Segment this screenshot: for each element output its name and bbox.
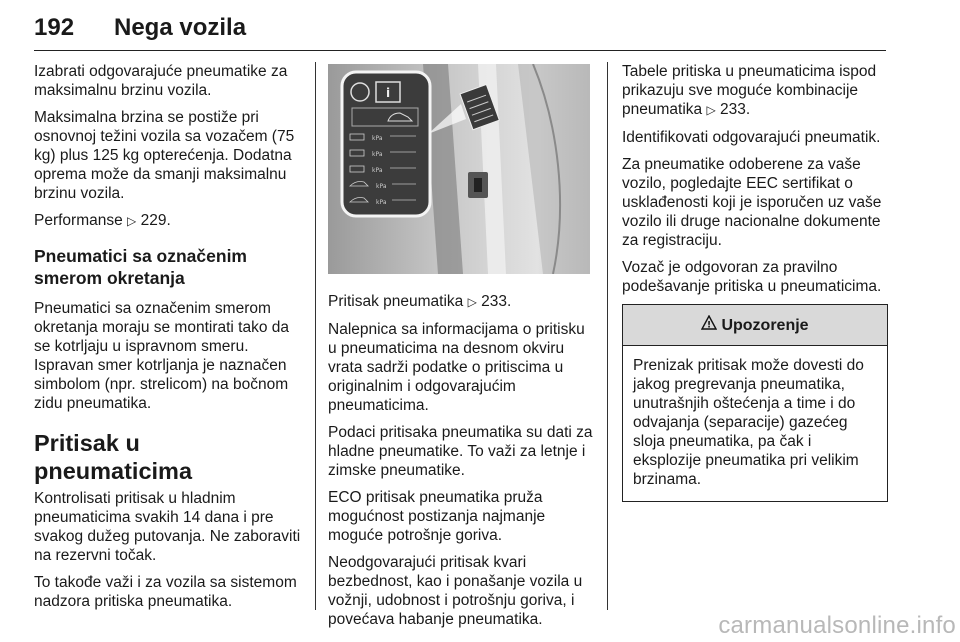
column-right: [622, 62, 888, 502]
main-heading: Pritisak u pneumaticima: [34, 430, 193, 484]
svg-text:kPa: kPa: [372, 167, 383, 174]
page-title: Nega vozila: [114, 14, 247, 41]
paragraph: Izabrati odgovarajuće pneumatike za maksimalnu brzinu vozila.: [34, 63, 288, 99]
tire-pressure-label-illustration: [328, 64, 590, 274]
column-left: [34, 62, 302, 619]
warning-title: Upozorenje: [721, 316, 809, 334]
page-ref-link[interactable]: 233.: [720, 101, 751, 118]
warning-triangle-icon: [701, 315, 717, 335]
paragraph: Identifikovati odgovarajući pneumatik.: [622, 129, 881, 146]
paragraph: Podaci pritisaka pneumatika su dati za hladne pneumatike. To važi za letnje i zimske pneumatike.: [328, 424, 593, 479]
page-ref-arrow-icon: ▷: [467, 295, 477, 309]
paragraph: Maksimalna brzina se postiže pri osnovnoj težini vozila sa vozačem (75 kg) plus 125 kg opterećenja. Dodatna oprema može da smanji maksimalnu brzinu vozila.: [34, 109, 295, 202]
paragraph: To takođe važi i za vozila sa sistemom nadzora pritiska pneumatika.: [34, 574, 297, 610]
page-number: 192: [34, 14, 75, 41]
paragraph: ECO pritisak pneumatika pruža mogućnost postizanja najmanje moguće potrošnje goriva.: [328, 489, 546, 544]
warning-text: Prenizak pritisak može dovesti do jakog pregrevanja pneumatika, unutrašnjih oštećenja a time i do odvajanja (separacije) gazećeg sloja pneumatika, pa čak i eksplozije pneumatika pri velikim brzinama.: [633, 357, 864, 488]
paragraph: Pneumatici sa označenim smerom okretanja moraju se montirati tako da se kotrljaju u ispravnom smeru. Ispravan smer kotrljanja je naznačen simbolom (npr. strelicom) na bočnom zidu pneumatika.: [34, 300, 290, 412]
paragraph-text: Performanse: [34, 212, 128, 229]
svg-text:kPa: kPa: [372, 135, 383, 142]
page-header: [34, 8, 886, 51]
svg-text:i: i: [385, 86, 391, 100]
paragraph: [328, 292, 594, 312]
column-divider: [607, 62, 608, 610]
svg-text:kPa: kPa: [376, 183, 387, 190]
svg-text:kPa: kPa: [372, 151, 383, 158]
warning-box: [622, 304, 888, 502]
paragraph: Neodgovarajući pritisak kvari bezbednost, kao i ponašanje vozila u vožnji, udobnost i potrošnju goriva, i povećava habanje pneumatika.: [328, 554, 583, 628]
paragraph: Nalepnica sa informacijama o pritisku u pneumaticima na desnom okviru vrata sadrži podatke o pritiscima u originalnim i odgovarajućim pneumaticima.: [328, 321, 585, 414]
paragraph: [34, 211, 302, 231]
svg-text:!: !: [707, 320, 712, 330]
paragraph: [622, 62, 888, 120]
paragraph-text: Tabele pritiska u pneumaticima ispod prikazuju sve moguće kombinacije pneumatika: [622, 63, 877, 118]
paragraph: Za pneumatike odoberene za vaše vozilo, pogledajte EEC sertifikat o usklađenosti koji je isporučen uz vaše vozilo ili druge nacionalne dokumente za registraciju.: [622, 156, 882, 249]
page-ref-arrow-icon: ▷: [127, 214, 137, 228]
warning-header: [623, 305, 887, 346]
watermark: carmanualsonline.info: [718, 612, 956, 639]
svg-text:kPa: kPa: [376, 199, 387, 206]
column-divider: [315, 62, 316, 610]
paragraph: Kontrolisati pritisak u hladnim pneumaticima svakih 14 dana i pre svakog dužeg putovanja. Ne zaboraviti na rezervni točak.: [34, 490, 301, 564]
door-frame-illustration: [328, 64, 590, 274]
page-ref-arrow-icon: ▷: [706, 103, 716, 117]
page-ref-link[interactable]: 229.: [140, 212, 171, 229]
section-heading: Pneumatici sa označenim smerom okretanja: [34, 246, 247, 288]
paragraph-text: Pritisak pneumatika: [328, 293, 468, 310]
column-middle: [328, 62, 594, 637]
paragraph: Vozač je odgovoran za pravilno podešavanje pritiska u pneumaticima.: [622, 259, 882, 295]
page-ref-link[interactable]: 233.: [481, 293, 512, 310]
